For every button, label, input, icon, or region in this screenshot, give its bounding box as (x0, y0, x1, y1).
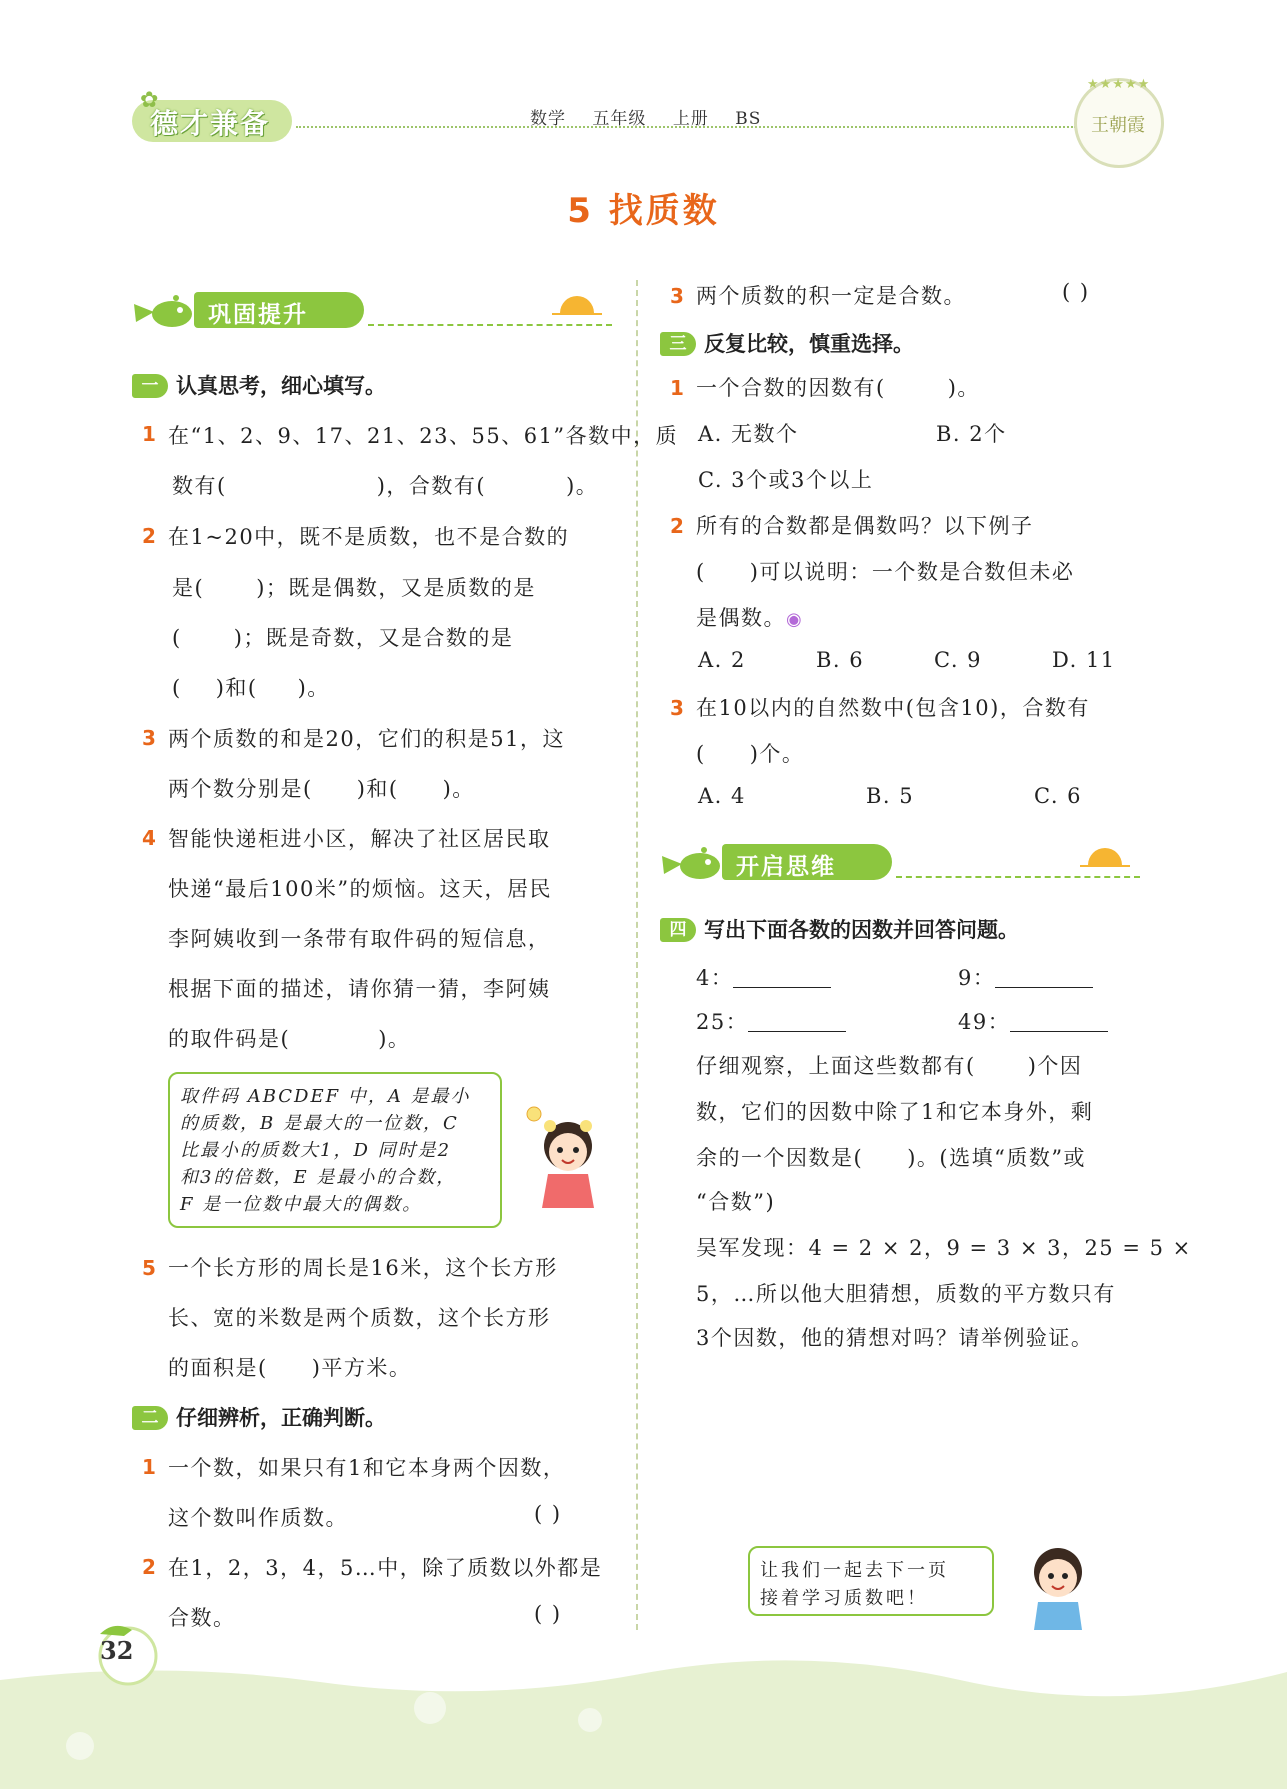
c3-line2: ( )个。 (696, 742, 805, 766)
q-number: 3 (670, 284, 684, 308)
option-b[interactable]: B. 6 (816, 648, 865, 672)
option-d[interactable]: D. 11 (1052, 648, 1116, 672)
q5-line2: 长、宽的米数是两个质数，这个长方形 (168, 1306, 551, 1330)
q2-line2: 是( )；既是偶数，又是质数的是 (172, 576, 536, 600)
girl-cartoon-icon (520, 1100, 610, 1210)
c1-line1: 一个合数的因数有( )。 (696, 376, 980, 400)
c2-line3: 是偶数。◉ (696, 606, 804, 630)
guess-line3: 3个因数，他的猜想对吗？请举例验证。 (696, 1326, 1094, 1350)
section-choice: 三 反复比较，慎重选择。 (660, 328, 914, 358)
guess-line1: 吴军发现：4 = 2 × 2，9 = 3 × 3，25 = 5 × (696, 1236, 1192, 1260)
sun-icon (560, 296, 594, 313)
speech-bubble: 让我们一起去下一页 接着学习质数吧！ (748, 1546, 994, 1616)
badge-name: 王朝霞 (1091, 115, 1145, 136)
q2-line3: ( )；既是奇数，又是合数的是 (172, 626, 514, 650)
option-c[interactable]: C. 9 (934, 648, 983, 672)
factor-9: 9： (958, 962, 1093, 992)
section-judge: 二 仔细辨析，正确判断。 (132, 1402, 386, 1432)
answer-blank[interactable] (733, 967, 831, 988)
subject: 数学 (530, 109, 566, 129)
option-a[interactable]: A. 4 (698, 784, 746, 808)
observe-line4: “合数”) (696, 1190, 776, 1214)
option-a[interactable]: A. 无数个 (698, 422, 799, 446)
banner-title: 巩固提升 (208, 302, 308, 328)
factor-4: 4： (696, 962, 831, 992)
observe-line2: 数，它们的因数中除了1和它本身外，剩 (696, 1100, 1094, 1124)
q-number: 2 (142, 1555, 156, 1579)
banner-thinking (660, 840, 1140, 884)
q-number: 4 (142, 826, 156, 850)
option-c[interactable]: C. 6 (1034, 784, 1083, 808)
q4-line2: 快递“最后100米”的烦恼。这天，居民 (168, 877, 553, 901)
q4-line3: 李阿姨收到一条带有取件码的短信息， (168, 927, 551, 951)
factor-49: 49： (958, 1006, 1108, 1036)
volume: 上册 (672, 109, 709, 129)
author-badge (1074, 78, 1164, 168)
footer-wave (0, 1650, 1287, 1789)
q-number: 2 (670, 514, 684, 538)
j2-line1: 在1，2，3，4，5…中，除了质数以外都是 (168, 1556, 603, 1580)
logo-text: 德才兼备 (150, 107, 271, 140)
option-a[interactable]: A. 2 (698, 648, 746, 672)
c2-line2: ( )可以说明：一个数是合数但未必 (696, 560, 1075, 584)
pin-icon: ◉ (786, 609, 804, 630)
c2-line1: 所有的合数都是偶数吗？以下例子 (696, 514, 1034, 538)
option-b[interactable]: B. 2个 (936, 422, 1007, 446)
column-divider (636, 280, 638, 1630)
edition: BS (735, 109, 762, 129)
hint-box: 取件码 ABCDEF 中，A 是最小 的质数，B 是最大的一位数，C 比最小的质数大1，D 同时是2 和3的倍数，E 是最小的合数， F 是一位数中最大的偶数。 (168, 1072, 502, 1228)
j3-line1: 两个质数的积一定是合数。 (696, 284, 966, 308)
q5-line3: 的面积是( )平方米。 (168, 1356, 412, 1380)
page-title: 5 找质数 (567, 191, 720, 231)
observe-line1: 仔细观察，上面这些数都有( )个因 (696, 1054, 1083, 1078)
observe-line3: 余的一个因数是( )。(选填“质数”或 (696, 1146, 1087, 1170)
answer-paren[interactable]: ( ) (1062, 280, 1090, 304)
q4-line5: 的取件码是( )。 (168, 1027, 411, 1051)
j2-line2: 合数。 (168, 1606, 236, 1630)
q4-line4: 根据下面的描述，请你猜一猜，李阿姨 (168, 977, 551, 1001)
q4-line1: 智能快递柜进小区，解决了社区居民取 (168, 827, 551, 851)
q-number: 1 (142, 1455, 156, 1479)
answer-paren[interactable]: ( ) (534, 1602, 562, 1626)
section-factors: 四 写出下面各数的因数并回答问题。 (660, 914, 1019, 944)
whale-icon (132, 294, 194, 328)
q-number: 2 (142, 524, 156, 548)
page-number: 32 (100, 1636, 134, 1665)
c3-line1: 在10以内的自然数中(包含10)，合数有 (696, 696, 1090, 720)
stars-icon: ★★★★★ (1087, 77, 1151, 92)
header-meta (530, 104, 781, 129)
whale-icon (660, 846, 722, 880)
answer-blank[interactable] (1010, 1011, 1108, 1032)
factor-25: 25： (696, 1006, 846, 1036)
q-number: 3 (142, 726, 156, 750)
answer-paren[interactable]: ( ) (534, 1502, 562, 1526)
q-number: 5 (142, 1256, 156, 1280)
brand-logo (132, 88, 292, 144)
q5-line1: 一个长方形的周长是16米，这个长方形 (168, 1256, 558, 1280)
q1-line2: 数有( )，合数有( )。 (172, 474, 599, 498)
banner-consolidate (132, 288, 612, 332)
option-c[interactable]: C. 3个或3个以上 (698, 468, 874, 492)
answer-blank[interactable] (995, 967, 1093, 988)
q1-line1: 在“1、2、9、17、21、23、55、61”各数中，质 (168, 424, 679, 448)
banner-title: 开启思维 (736, 854, 836, 880)
q2-line1: 在1~20中，既不是质数，也不是合数的 (168, 525, 570, 549)
grade: 五年级 (592, 109, 647, 129)
q-number: 1 (142, 422, 156, 446)
section-fill: 一 认真思考，细心填写。 (132, 370, 386, 400)
palm-icon: ✿ (140, 88, 159, 113)
guess-line2: 5，…所以他大胆猜想，质数的平方数只有 (696, 1282, 1116, 1306)
q2-line4: ( )和( )。 (172, 676, 330, 700)
q3-line1: 两个质数的和是20，它们的积是51，这 (168, 727, 565, 751)
q-number: 1 (670, 376, 684, 400)
sun-icon (1088, 848, 1122, 865)
option-b[interactable]: B. 5 (866, 784, 915, 808)
boy-cartoon-icon (1018, 1536, 1098, 1632)
answer-blank[interactable] (748, 1011, 846, 1032)
q3-line2: 两个数分别是( )和( )。 (168, 777, 475, 801)
j1-line1: 一个数，如果只有1和它本身两个因数， (168, 1456, 566, 1480)
q-number: 3 (670, 696, 684, 720)
j1-line2: 这个数叫作质数。 (168, 1506, 348, 1530)
